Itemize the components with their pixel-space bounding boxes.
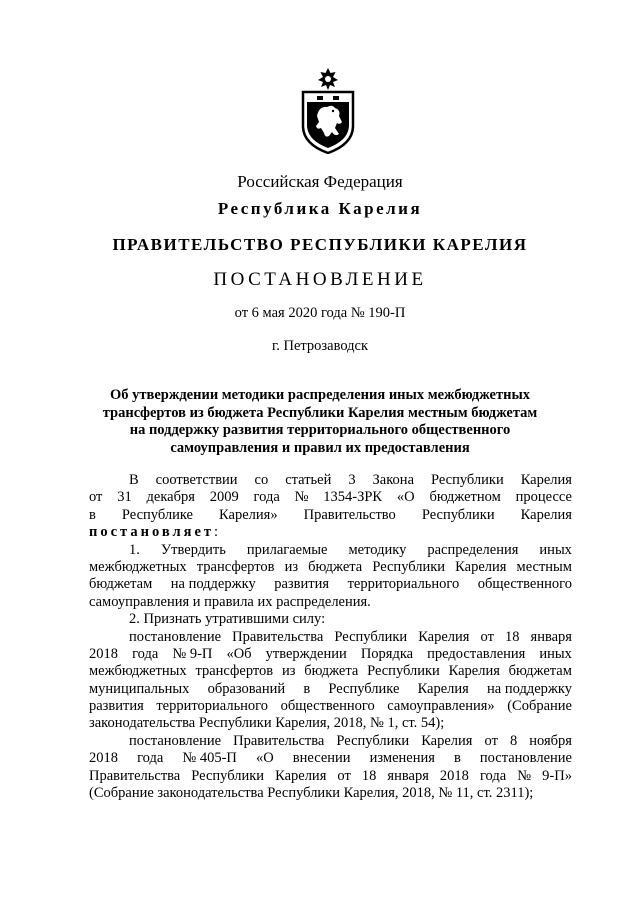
body-word: самоуправления» [387, 698, 495, 715]
body-line [89, 611, 572, 628]
body-word: в [89, 506, 96, 523]
title-line: трансфертов из бюджета Республики Карелия местным бюджетам [102, 404, 538, 421]
body-word: Республики [367, 663, 440, 680]
body-word: законодательства Республики Карелия, 2018, № 1, ст. 54); [89, 715, 445, 732]
body-word: Республике [121, 506, 193, 523]
body-line [89, 594, 572, 611]
title-line: самоуправления и правил их предоставления [170, 439, 470, 456]
country-name: Российская Федерация [237, 172, 403, 191]
body-word: «Об [226, 645, 252, 662]
document-title [90, 387, 550, 457]
body-word: «О [255, 750, 274, 767]
body-word: постановление [129, 628, 222, 645]
karelia-coat-of-arms-icon [299, 68, 357, 154]
body-line [89, 489, 572, 506]
body-word: на поддержку [487, 680, 572, 697]
body-word: от [484, 732, 498, 749]
body-word: бюджета [304, 663, 359, 680]
body-word: трансфертов [196, 558, 275, 575]
body-line [89, 715, 572, 732]
body-word: 1354-ЗРК [323, 489, 383, 506]
body-word: года [479, 767, 507, 784]
body-word: от [337, 767, 351, 784]
body-line [89, 750, 572, 767]
body-word: муниципальных [89, 680, 190, 697]
body-word: декабря [146, 489, 195, 506]
body-word: от [480, 628, 494, 645]
body-word: 2018 [89, 645, 118, 662]
body-word: января [530, 628, 572, 645]
body-word: Карелия [275, 767, 327, 784]
body-word: Карелия» [219, 506, 278, 523]
body-word: 31 [117, 489, 132, 506]
body-word: 8 [509, 732, 518, 749]
body-word: Республике [328, 680, 400, 697]
body-word: из [281, 663, 296, 680]
body-word: территориального [347, 576, 460, 593]
body-word: внесении [292, 750, 351, 767]
body-word: Карелия [520, 506, 572, 523]
body-word: № [294, 489, 309, 506]
body-word: Республики [372, 558, 446, 575]
body-word: Карелия [418, 628, 470, 645]
body-word: от [89, 489, 103, 506]
document-date-number: от 6 мая 2020 года № 190-П [234, 305, 406, 321]
body-line [89, 507, 572, 524]
body-word: межбюджетных [89, 558, 187, 575]
body-word: «О [396, 489, 415, 506]
body-word: общественного [477, 576, 572, 593]
body-word: общественного [280, 698, 375, 715]
body-word: бюджетам [89, 576, 153, 593]
body-word: в [303, 680, 311, 697]
body-word: (Собрание законодательства Республики Карелия, 2018, № 11, ст. 2311); [89, 785, 534, 802]
body-word: из [284, 558, 299, 575]
body-word: 2018 [89, 750, 118, 767]
body-word: межбюджетных [89, 663, 187, 680]
body-word: распределения [427, 541, 519, 558]
body-word: прилагаемые [246, 541, 328, 558]
resolves-word: постановляет [89, 524, 215, 541]
body-line [89, 768, 572, 785]
body-word: Порядка [360, 645, 414, 662]
body-word: предоставления [427, 645, 526, 662]
body-word: постановление [129, 732, 222, 749]
body-word: местным [516, 558, 572, 575]
body-word: 3 [348, 472, 356, 488]
body-word: на поддержку [170, 576, 256, 593]
body-word: Правительства [232, 628, 324, 645]
body-line [89, 785, 572, 802]
body-word: со [254, 472, 269, 488]
body-word: Республики [336, 732, 410, 749]
body-word: образований [207, 680, 286, 697]
body-word: года [137, 750, 164, 767]
body-word: Правительство [303, 506, 396, 523]
body-word: в [453, 750, 461, 767]
body-line [89, 629, 572, 646]
body-line [89, 524, 572, 541]
body-word: № 9-П [172, 645, 213, 662]
body-word: Правительства [89, 767, 181, 784]
body-word: 2018 [439, 767, 469, 784]
body-word: Карелия [417, 680, 469, 697]
body-word: бюджетам [508, 663, 572, 680]
body-word: статьей [285, 472, 332, 488]
body-word: № 405-П [182, 750, 237, 767]
document-type: ПОСТАНОВЛЕНИЕ [213, 269, 427, 290]
body-word: самоуправления и правила их распределения. [89, 593, 371, 610]
government-name: ПРАВИТЕЛЬСТВО РЕСПУБЛИКИ КАРЕЛИЯ [112, 235, 528, 254]
body-word: Республики [191, 767, 265, 784]
body-word: Республики [421, 506, 495, 523]
body-word: Закона [372, 472, 415, 488]
body-word: года [253, 489, 280, 506]
body-line [89, 698, 572, 715]
body-word: развития [89, 698, 144, 715]
body-word: Карелия [421, 732, 473, 749]
body-word: года [132, 645, 159, 662]
body-word: Утвердить [160, 541, 226, 558]
body-word: Карелия [448, 663, 500, 680]
body-line [89, 542, 572, 559]
body-word: (Собрание [507, 698, 572, 715]
body-word: № [517, 767, 532, 784]
body-word: Республики [430, 472, 504, 488]
body-word: Карелия [520, 472, 572, 488]
body-word: бюджетном [429, 489, 501, 506]
body-word: постановление [479, 750, 572, 767]
body-word: 2009 [209, 489, 239, 506]
body-word: иных [539, 541, 572, 558]
body-line [89, 646, 572, 663]
body-word: бюджета [308, 558, 363, 575]
body-word: января [387, 767, 429, 784]
body-line [89, 681, 572, 698]
body-word: методику [348, 541, 407, 558]
body-word: : [214, 524, 219, 541]
title-line: Об утверждении методики распределения иных межбюджетных [109, 387, 531, 403]
body-word: территориального [156, 698, 269, 715]
body-line [89, 663, 572, 680]
body-word: соответствии [155, 472, 238, 488]
body-word: развития [274, 576, 330, 593]
title-line: на поддержку развития территориального общественного [129, 422, 511, 438]
document-city: г. Петрозаводск [271, 338, 369, 354]
body-word: 18 [361, 767, 377, 784]
body-line [89, 559, 572, 576]
body-word: 18 [504, 628, 520, 645]
body-word: Республики [334, 628, 408, 645]
body-word: трансфертов [195, 663, 274, 680]
body-word: иных [539, 645, 572, 662]
body-word: Правительства [233, 732, 325, 749]
document-body [89, 472, 572, 802]
body-word: 9-П» [542, 767, 572, 784]
body-word: В [129, 472, 139, 488]
republic-name: Республика Карелия [217, 199, 423, 218]
body-word: утверждении [265, 645, 347, 662]
body-word: процессе [515, 489, 572, 506]
body-line [89, 733, 572, 750]
body-word: 2. Признать утратившими силу: [129, 611, 326, 628]
body-word: Карелия [455, 558, 507, 575]
body-line [89, 576, 572, 593]
body-word: 1. [129, 541, 140, 558]
body-word: изменения [369, 750, 435, 767]
body-line [89, 472, 572, 489]
body-word: ноября [529, 732, 572, 749]
